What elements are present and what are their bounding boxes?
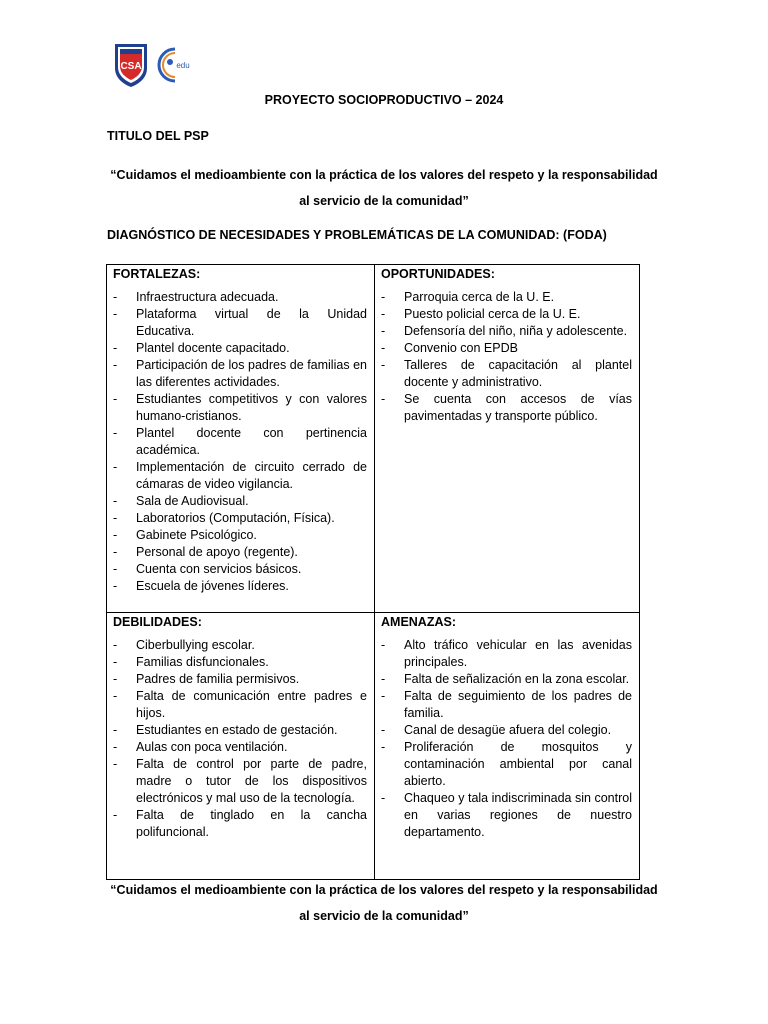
list-item: - Participación de los padres de familias en las diferentes actividades. (113, 357, 367, 391)
list-item: - Proliferación de mosquitos y contaminación ambiental por canal abierto. (381, 739, 632, 790)
list-item: - Parroquia cerca de la U. E. (381, 289, 632, 306)
list-item: - Chaqueo y tala indiscriminada sin control en varias regiones de nuestro departamento. (381, 790, 632, 841)
list-item: - Alto tráfico vehicular en las avenidas principales. (381, 637, 632, 671)
list-item: - Estudiantes competitivos y con valores humano-cristianos. (113, 391, 367, 425)
list-item: - Cuenta con servicios básicos. (113, 561, 367, 578)
edu-text: edu (176, 61, 190, 70)
oportunidades-cell (375, 265, 640, 613)
list-item: - Se cuenta con accesos de vías pavimentadas y transporte público. (381, 391, 632, 425)
list-item: - Plataforma virtual de la Unidad Educativa. (113, 306, 367, 340)
list-item: - Escuela de jóvenes líderes. (113, 578, 367, 595)
foda-row-bottom (107, 613, 640, 880)
list-item: - Implementación de circuito cerrado de cámaras de video vigilancia. (113, 459, 367, 493)
list-item: - Aulas con poca ventilación. (113, 739, 367, 756)
debilidades-cell (107, 613, 375, 880)
school-shield-logo (113, 42, 149, 88)
list-item: - Talleres de capacitación al plantel docente y administrativo. (381, 357, 632, 391)
list-item: - Falta de control por parte de padre, madre o tutor de los dispositivos electrónicos y mal uso de la tecnología. (113, 756, 367, 807)
oportunidades-heading: OPORTUNIDADES: (381, 267, 495, 281)
list-item: - Laboratorios (Computación, Física). (113, 510, 367, 527)
fortalezas-list (113, 289, 367, 595)
list-item: - Falta de seguimiento de los padres de familia. (381, 688, 632, 722)
list-item: - Plantel docente capacitado. (113, 340, 367, 357)
diagnosis-title: DIAGNÓSTICO DE NECESIDADES Y PROBLEMÁTICAS DE LA COMUNIDAD: (FODA) (107, 228, 607, 242)
list-item: - Estudiantes en estado de gestación. (113, 722, 367, 739)
list-item: - Sala de Audiovisual. (113, 493, 367, 510)
list-item: - Plantel docente con pertinencia académica. (113, 425, 367, 459)
list-item: - Gabinete Psicológico. (113, 527, 367, 544)
project-title: PROYECTO SOCIOPRODUCTIVO – 2024 (264, 93, 504, 107)
debilidades-heading: DEBILIDADES: (113, 615, 202, 629)
fortalezas-heading: FORTALEZAS: (113, 267, 201, 281)
foda-table (106, 264, 640, 880)
amenazas-heading: AMENAZAS: (381, 615, 456, 629)
list-item: - Ciberbullying escolar. (113, 637, 367, 654)
footer-quote: “Cuidamos el medioambiente con la práctica de los valores del respeto y la responsabilidad al servicio de la comunidad” (110, 883, 658, 923)
list-item: - Convenio con EPDB (381, 340, 632, 357)
project-quote: “Cuidamos el medioambiente con la práctica de los valores del respeto y la responsabilidad al servicio de la comunidad” (110, 168, 658, 208)
fortalezas-cell (107, 265, 375, 613)
list-item: - Puesto policial cerca de la U. E. (381, 306, 632, 323)
list-item: - Falta de tinglado en la cancha polifuncional. (113, 807, 367, 841)
list-item: - Padres de familia permisivos. (113, 671, 367, 688)
section-title: TITULO DEL PSP (107, 129, 209, 143)
shield-text: CSA (120, 61, 142, 72)
list-item: - Defensoría del niño, niña y adolescente. (381, 323, 632, 340)
amenazas-list (381, 637, 632, 841)
oportunidades-list (381, 289, 632, 425)
debilidades-list (113, 637, 367, 841)
list-item: - Falta de comunicación entre padres e hijos. (113, 688, 367, 722)
list-item: - Canal de desagüe afuera del colegio. (381, 722, 632, 739)
list-item: - Personal de apoyo (regente). (113, 544, 367, 561)
list-item: - Infraestructura adecuada. (113, 289, 367, 306)
foda-row-top (107, 265, 640, 613)
list-item: - Falta de señalización en la zona escolar. (381, 671, 632, 688)
amenazas-cell (375, 613, 640, 880)
edu-logo (155, 46, 199, 84)
list-item: - Familias disfuncionales. (113, 654, 367, 671)
